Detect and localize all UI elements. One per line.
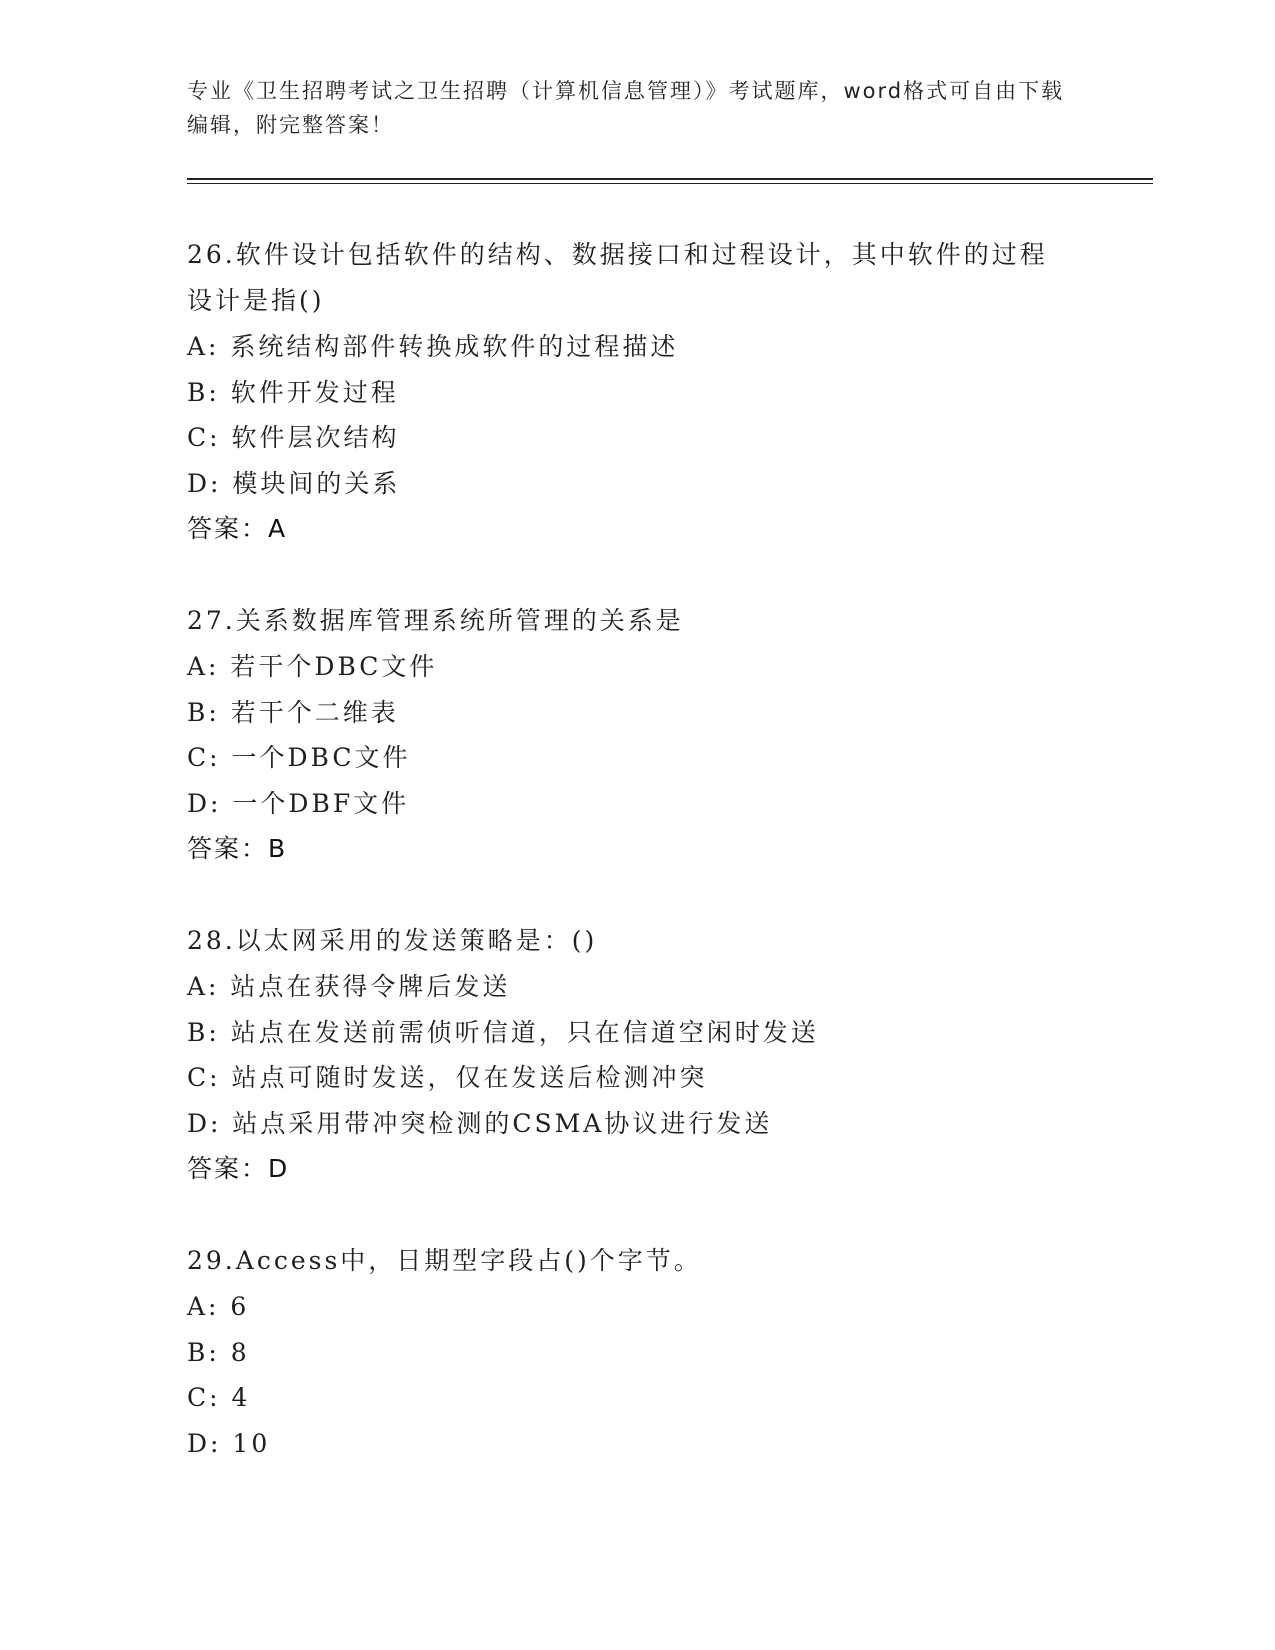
- option-c: C: 软件层次结构: [187, 423, 400, 452]
- question-27: [187, 598, 1087, 872]
- option-d: D: 站点采用带冲突检测的CSMA协议进行发送: [187, 1108, 773, 1138]
- question-29: [187, 1238, 1087, 1466]
- option-b: B: 站点在发送前需侦听信道，只在信道空闲时发送: [187, 1017, 819, 1047]
- option-d: D: 模块间的关系: [187, 468, 401, 498]
- question-28: [187, 918, 1087, 1192]
- option-a: A: 6: [187, 1292, 250, 1321]
- answer-label: 答案：B: [187, 834, 288, 863]
- question-26: [187, 232, 1087, 552]
- question-stem: 28.以太网采用的发送策略是：(): [187, 926, 598, 955]
- option-d: D: 10: [187, 1428, 271, 1458]
- answer-label: 答案：D: [187, 1154, 290, 1183]
- option-a: A: 站点在获得令牌后发送: [187, 972, 511, 1001]
- option-b: B: 软件开发过程: [187, 377, 399, 407]
- option-d: D: 一个DBF文件: [187, 788, 410, 818]
- answer-label: 答案：A: [187, 514, 288, 543]
- question-stem: 27.关系数据库管理系统所管理的关系是: [187, 606, 684, 635]
- question-stem: 29.Access中，日期型字段占()个字节。: [187, 1246, 702, 1275]
- question-stem: 26.软件设计包括软件的结构、数据接口和过程设计，其中软件的过程设计是指(): [187, 240, 1048, 315]
- question-list: [187, 232, 1087, 1466]
- header-divider-thin: [187, 183, 1153, 184]
- header-divider-thick: [187, 178, 1153, 180]
- option-b: B: 8: [187, 1337, 250, 1367]
- option-c: C: 站点可随时发送，仅在发送后检测冲突: [187, 1063, 708, 1092]
- option-c: C: 一个DBC文件: [187, 743, 411, 772]
- document-header: 专业《卫生招聘考试之卫生招聘（计算机信息管理）》考试题库，word格式可自由下载编辑，附完整答案！: [187, 79, 1065, 137]
- option-c: C: 4: [187, 1383, 251, 1412]
- option-a: A: 系统结构部件转换成软件的过程描述: [187, 332, 679, 361]
- option-b: B: 若干个二维表: [187, 697, 399, 727]
- option-a: A: 若干个DBC文件: [187, 652, 438, 681]
